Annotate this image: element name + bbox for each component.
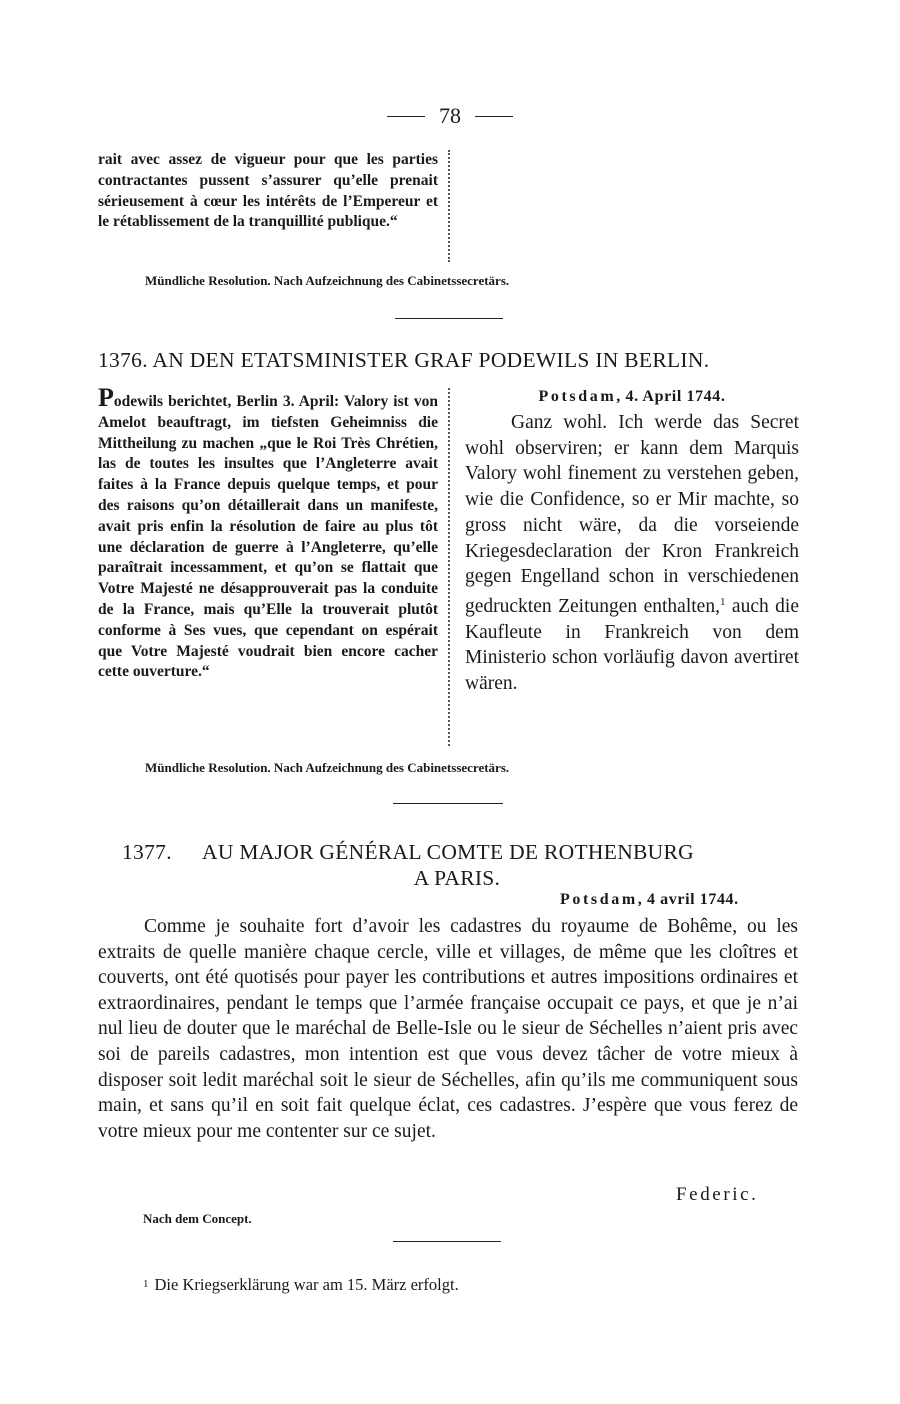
letter-1376-reply	[465, 410, 799, 697]
footnote-text: Die Kriegserklärung war am 15. März erfolgt.	[154, 1275, 459, 1294]
footnote-marker: 1	[719, 595, 726, 608]
footnote	[143, 1275, 459, 1295]
letter-1376-place: Potsdam	[538, 388, 617, 405]
letter-1377-signature: Federic.	[676, 1184, 759, 1205]
letter-1377-heading	[122, 840, 782, 891]
letter-1377-note: Nach dem Concept.	[143, 1211, 252, 1226]
footnote-number: 1	[143, 1278, 149, 1290]
letter-1376-heading: 1376. AN DEN ETATSMINISTER GRAF PODEWILS IN BERLIN.	[98, 348, 710, 372]
letter-1376-report	[98, 383, 450, 746]
reply-text-first: Ganz wohl. Ich werde das Secret wohl observiren; er kann dem Marquis Valory wohl finement zu verstehen geben, wie die Confidence, so er Mir machte, so gross nicht wäre, da die vorseiende Kriegesdeclaration der Kron Frankreich gegen Engelland schon in verschiedenen gedruckten Zeitungen enthalten,	[465, 412, 799, 617]
letter-1377-heading-line1: AU MAJOR GÉNÉRAL COMTE DE ROTHENBURG	[202, 840, 694, 864]
letter-1377-number: 1377.	[122, 840, 172, 864]
letter-1376-reply-column	[450, 388, 799, 746]
prev-letter-block	[98, 150, 799, 262]
letter-1377-body: Comme je souhaite fort d’avoir les cadastres du royaume de Bohême, ou les extraits de quelle manière chaque cercle, ville et villages, de même que les cloîtres et couverts, ont été quotisés pour payer les contributions et autres impositions ordinaires et extraordinaires, pendant le temps que l’armée française occupait ce pays, et que je n’ai nul lieu de douter que le maréchal de Belle-Isle ou le sieur de Séchelles n’aient pris avec soi de pareils cadastres, mon intention est que vous devez tâcher de votre mieux à disposer soit ledit maréchal soit le sieur de Séchelles, afin qu’ils me communiquent sous main, et sans qu’il en soit fait quelque éclat, ces cadastres. J’espère que vous ferez de votre mieux pour me contenter sur ce sujet.	[98, 916, 798, 1142]
reply-text-second: auch die Kaufleute in Frankreich von dem Ministerio schon vorläufig davon avertiret wären.	[465, 595, 799, 695]
letter-1376-note: Mündliche Resolution. Nach Aufzeichnung des Cabinetssecretärs.	[145, 760, 510, 775]
letter-1377-place-date	[560, 891, 739, 909]
prev-letter-note: Mündliche Resolution. Nach Aufzeichnung des Cabinetssecretärs.	[145, 273, 510, 288]
letter-1377-place: Potsdam	[560, 891, 638, 908]
letter-1377-heading-line2: A PARIS.	[413, 866, 501, 890]
letter-1376-place-date	[465, 388, 799, 406]
section-divider-1	[395, 318, 503, 319]
page-number-dash-right	[475, 116, 513, 117]
letter-1377-date: , 4 avril 1744.	[637, 891, 739, 908]
prev-letter-text: rait avec assez de vigueur pour que les parties contractantes pussent s’assurer qu’elle prenait sérieusement à cœur les intérêts de l’Empereur et le rétablissement de la tranquillité publique.“	[98, 150, 450, 262]
page-number	[0, 100, 900, 132]
report-initial: P	[98, 383, 114, 412]
letter-1376-body	[98, 383, 799, 746]
report-text: odewils berichtet, Berlin 3. April: Valory ist von Amelot beauftragt, im tiefsten Geheimniss die Mittheilung zu machen „que le Roi Très Chrétien, las de toutes les insultes que l’Angleterre avait faites à la France depuis quelque temps, et pour des raisons qu’on détaillerait dans un manifeste, avait pris enfin la résolution de faire au plus tôt une déclaration de guerre à l’Angleterre, qu’elle paraîtrait incessamment, et qu’on se flattait que Votre Majesté ne désapprouverait pas la conduite de la France, mais qu’Elle la trouverait plutôt conforme à Ses vues, que cependant on espérait que Votre Majesté voudrait bien encore cacher cette ouverture.“	[98, 393, 438, 681]
section-divider-2	[393, 803, 503, 804]
page-number-value: 78	[439, 103, 461, 128]
prev-letter-right-column	[450, 150, 799, 262]
letter-1376-date: , 4. April 1744.	[616, 388, 726, 405]
page-number-dash-left	[387, 116, 425, 117]
section-divider-3	[393, 1241, 501, 1242]
